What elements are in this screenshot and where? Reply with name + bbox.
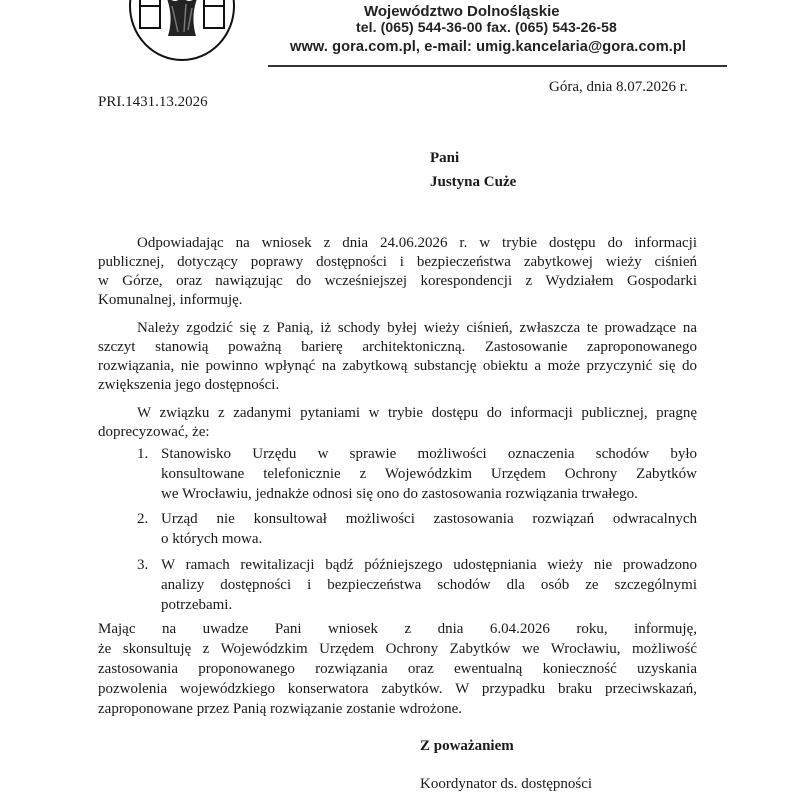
list-item-line: Stanowisko Urzędu w sprawie możliwości oznaczenia schodów było: [161, 446, 697, 462]
list-item-line: konsultowane telefonicznie z Wojewódzkim Urzędem Ochrony Zabytków: [161, 466, 697, 482]
body-line: zwiększenia jego dostępności.: [98, 377, 280, 393]
list-item-line: W ramach rewitalizacji bądź późniejszego udostępniania wieży nie prowadzono: [161, 557, 697, 573]
letterhead-contact: tel. (065) 544-36-00 fax. (065) 543-26-58: [356, 19, 617, 35]
body-line: w Górze, oraz nawiązując do wcześniejszej korespondencji z Wydziałem Gospodarki: [98, 273, 697, 289]
body-line: publicznej, dotyczący poprawy dostępności i bezpieczeństwa zabytkowej wieży ciśnień: [98, 254, 697, 270]
body-line: że skonsultuję z Wojewódzkim Urzędem Ochrony Zabytków we Wrocławiu, możliwość: [98, 641, 697, 657]
list-item-line: we Wrocławiu, jednakże odnosi się ono do zastosowania rozwiązania trwałego.: [161, 486, 638, 502]
body-line: zaproponowane przez Panią rozwiązanie zostanie wdrożone.: [98, 701, 462, 717]
addressee-name: Justyna Cuże: [430, 174, 517, 190]
coat-of-arms-icon: [128, 0, 236, 62]
body-line: zastosowania proponowanego rozwiązania oraz ewentualną konieczność uzyskania: [98, 661, 697, 677]
list-item-line: analizy dostępności i bezpieczeństwa schodów dla osób ze szczególnymi: [161, 577, 697, 593]
list-item-number: 1.: [137, 446, 149, 462]
body-line: szczyt stanowią poważną barierę architektoniczną. Zastosowanie zaproponowanego: [98, 339, 697, 355]
body-line: Odpowiadając na wniosek z dnia 24.06.2026 r. w trybie dostępu do informacji: [137, 235, 697, 251]
body-line: doprecyzować, że:: [98, 424, 210, 440]
signer-title: Koordynator ds. dostępności: [420, 776, 593, 792]
list-item-number: 3.: [137, 557, 149, 573]
letterhead-divider: [268, 65, 727, 67]
letterhead-web-email: www. gora.com.pl, e-mail: umig.kancelaria@gora.com.pl: [290, 39, 687, 55]
body-line: rozwiązania, nie powinno wpłynąć na zabytkową substancję obiektu a może przyczynić się do: [98, 358, 697, 374]
body-line: Mając na uwadze Pani wniosek z dnia 6.04.2026 roku, informuję,: [98, 621, 697, 637]
list-item-line: Urząd nie konsultował możliwości zastosowania rozwiązań odwracalnych: [161, 511, 697, 527]
reference-number: PRI.1431.13.2026: [98, 94, 208, 110]
list-item-line: o których mowa.: [161, 531, 263, 547]
letterhead-region: Województwo Dolnośląskie: [364, 3, 560, 20]
addressee-salutation: Pani: [430, 150, 460, 166]
closing-salutation: Z poważaniem: [420, 738, 514, 754]
body-line: Komunalnej, informuję.: [98, 292, 243, 308]
list-item-line: potrzebami.: [161, 597, 233, 613]
place-and-date: Góra, dnia 8.07.2026 r.: [549, 79, 688, 95]
body-line: W związku z zadanymi pytaniami w trybie dostępu do informacji publicznej, pragnę: [137, 405, 697, 421]
body-line: Należy zgodzić się z Panią, iż schody byłej wieży ciśnień, zwłaszcza te prowadzące na: [137, 320, 697, 336]
list-item-number: 2.: [137, 511, 149, 527]
body-line: pozwolenia wojewódzkiego konserwatora zabytków. W przypadku braku przeciwskazań,: [98, 681, 697, 697]
